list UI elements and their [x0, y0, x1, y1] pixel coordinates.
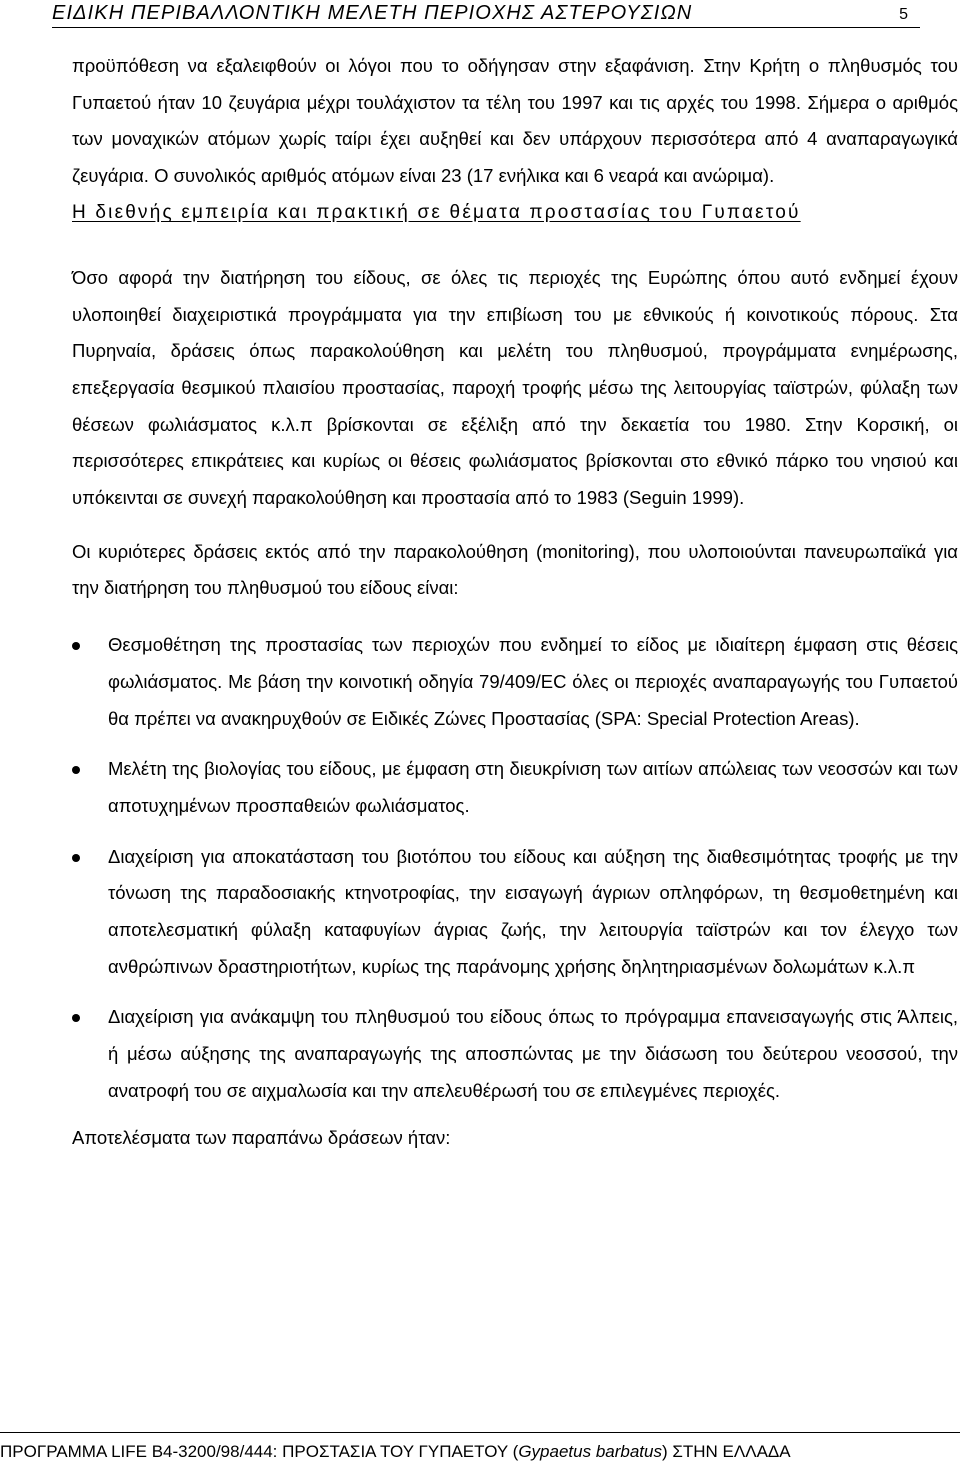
- body-paragraph-1: Όσο αφορά την διατήρηση του είδους, σε όλες τις περιοχές της Ευρώπης όπου αυτό ενδημεί έχουν υλοποιηθεί διαχειριστικά προγράμματα για την επιβίωση του με εθνικούς ή κοινοτικούς πόρους. Στα Πυρηναία, δράσεις όπως παρακολούθηση και μελέτη του πληθυσμού, προγράμματα ενημέρωσης, επεξεργασία θεσμικού πλαισίου προστασίας, παροχή τροφής μέσω της λειτουργίας ταϊστρών, φύλαξη των θέσεων φωλιάσματος κ.λ.π βρίσκονται σε εξέλιξη από την δεκαετία του 1980. Στην Κορσική, οι περισσότερες επικράτειες και κυρίως οι θέσεις φωλιάσματος βρίσκονται στο εθνικό πάρκο του νησιού και υπόκεινται σε συνεχή παρακολούθηση και προστασία από το 1983 (Seguin 1999).: [72, 266, 958, 509]
- list-item: [72, 839, 958, 986]
- bullet-icon: [72, 854, 80, 862]
- header-title: ΕΙΔΙΚΗ ΠΕΡΙΒΑΛΛΟΝΤΙΚΗ ΜΕΛΕΤΗ ΠΕΡΙΟΧΗΣ ΑΣΤΕΡΟΥΣΙΩΝ: [52, 2, 693, 24]
- section-heading: Η διεθνής εμπειρία και πρακτική σε θέματα προστασίας του Γυπαετού: [72, 201, 801, 223]
- closing-line: Αποτελέσματα των παραπάνω δράσεων ήταν:: [72, 1126, 451, 1148]
- list-item: [72, 627, 958, 737]
- body-paragraph-2: Οι κυριότερες δράσεις εκτός από την παρακολούθηση (monitoring), που υλοποιούνται πανευρωπαϊκά για την διατήρηση του πληθυσμού του είδους είναι:: [72, 540, 958, 599]
- bullet-icon: [72, 642, 80, 650]
- footer-species: Gypaetus barbatus: [518, 1442, 662, 1461]
- list-item-text: Θεσμοθέτηση της προστασίας των περιοχών που ενδημεί το είδος με ιδιαίτερη έμφαση στις θέσεις φωλιάσματος. Με βάση την κοινοτική οδηγία 79/409/EC όλες οι περιοχές αναπαραγωγής του Γυπαετού θα πρέπει να ανακηρυχθούν σε Ειδικές Ζώνες Προστασίας (SPA: Special Protection Areas).: [108, 634, 958, 729]
- actions-list: [72, 627, 958, 1109]
- list-item-text: Μελέτη της βιολογίας του είδους, με έμφαση στη διευκρίνιση των αιτίων απώλειας των νεοσσών και των αποτυχημένων προσπαθειών φωλιάσματος.: [108, 758, 958, 816]
- bullet-icon: [72, 1014, 80, 1022]
- page-number: 5: [899, 6, 908, 23]
- footer-prefix: ΠΡΟΓΡΑΜΜΑ LIFE B4-3200/98/444: ΠΡΟΣΤΑΣΙΑ ΤΟΥ ΓΥΠΑΕΤΟΥ (: [0, 1442, 519, 1461]
- page-header: [52, 0, 920, 28]
- list-item: [72, 751, 958, 824]
- document-body: [72, 48, 958, 1156]
- footer-suffix: ) ΣΤΗΝ ΕΛΛΑΔΑ: [661, 1442, 791, 1461]
- bullet-icon: [72, 766, 80, 774]
- list-item: [72, 999, 958, 1109]
- list-item-text: Διαχείριση για ανάκαμψη του πληθυσμού του είδους όπως το πρόγραμμα επανεισαγωγής στις Άλπεις, ή μέσω αύξησης της αναπαραγωγής της αποσπώντας με την διάσωση του δεύτερου νεοσσού, την ανατροφή του σε αιχμαλωσία και την απελευθέρωσή του σε επιλεγμένες περιοχές.: [108, 1006, 958, 1101]
- intro-paragraph: προϋπόθεση να εξαλειφθούν οι λόγοι που το οδήγησαν στην εξαφάνιση. Στην Κρήτη ο πληθυσμός του Γυπαετού ήταν 10 ζευγάρια μέχρι τουλάχιστον τα τέλη του 1997 και τις αρχές του 1998. Σήμερα ο αριθμός των μοναχικών ατόμων χωρίς ταίρι έχει αυξηθεί και δεν υπάρχουν περισσότερα από 4 αναπαραγωγικά ζευγάρια. Ο συνολικός αριθμός ατόμων είναι 23 (17 ενήλικα και 6 νεαρά και ανώριμα).: [72, 55, 958, 187]
- page-footer: [0, 1432, 960, 1471]
- list-item-text: Διαχείριση για αποκατάσταση του βιοτόπου του είδους και αύξηση της διαθεσιμότητας τροφής με την τόνωση της παραδοσιακής κτηνοτροφίας, την εισαγωγή άγριων οπληφόρων, τη θεσμοθετημένη και αποτελεσματική φύλαξη καταφυγίων άγριας ζωής, την λειτουργία ταϊστρών και τον έλεγχο των ανθρώπινων δραστηριοτήτων, κυρίως της παράνομης χρήσης δηλητηριασμένων δολωμάτων κ.λ.π: [108, 845, 958, 977]
